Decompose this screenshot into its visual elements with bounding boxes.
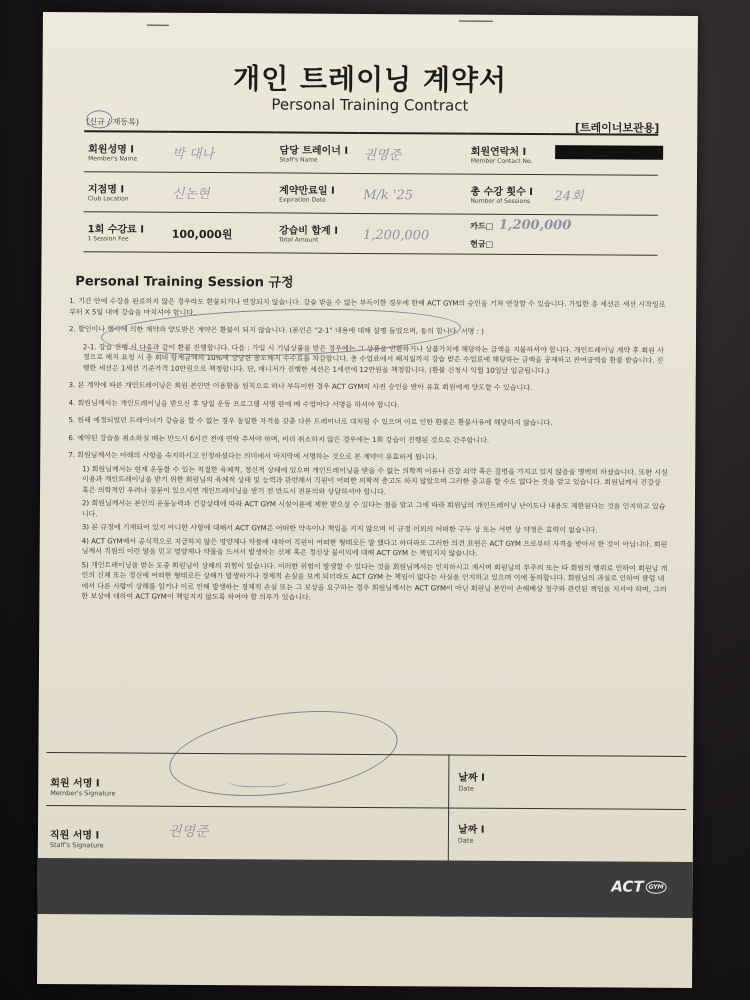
contract-title-en: Personal Training Contract [271, 95, 469, 115]
top-dash-mark [459, 21, 493, 22]
fee-value: 100,000원 [168, 212, 275, 253]
payment-method [466, 214, 658, 255]
new-renewal-tag: (신규 / 재등록) [86, 117, 140, 127]
club-label: 지점명 I Club Location [84, 171, 168, 212]
member-info-table [84, 130, 659, 255]
term-item-2-1: 2-1. 강습 진행 시 다음과 같이 환불 진행합니다. 다음 : 가입 시 기념상품을 받은 경우에는 그 상품을 반환하거나 상품가치에 해당하는 금액을 지불하셔야 합니다. 개인트레이닝 계약 후 회원 사정으로 해지 요청 시 총 회비 합계금액의 10%에 상당한 중도해지 수수료를 차감합니다. 총 수업료에서 해지일까지 강습 받은 수업료에 해당하는 금액을 공제하고 잔여금액을 환불 받습니다. 진행한 세션은 1세션 기준가격 10만원으로 책정합니다. 단, 매니저가 진행한 세션은 1세션에 12만원을 책정합니다. (환불 신청시 익월 10일날 입금됩니다.) [82, 342, 664, 375]
term-item-7-1: 1) 회원님께서는 현재 운동할 수 있는 적절한 육체적, 정신적 상태에 있으며 개인트레이닝을 받을 수 없는 의학적 이유나 건강 쇠약 혹은 질병을 가지고 있지 않음을 명백히 하셨습니다. 또한 시설이용과 개인트레이닝을 받기 위한 회원님의 육체적 상태 및 능력과 관련해서 직원이 어떠한 의학적 충고도 하지 않았으며 그러한 충고를 할 수도 없다는 것을 알고 있습니다. 회원님께서 건강상 혹은 의학적인 우려나 질문이 있으시면 개인트레이닝을 받기 전 반드시 전문의와 상담하셔야 합니다. [82, 464, 668, 496]
contact-label: 회원연락처 I Member Contact No. [467, 134, 551, 175]
term-item-4: 4. 회원님께서는 개인트레이닝을 받으신 후 당일 운동 프로그램 서명 란에 매 수업마다 서명을 하셔야 합니다. [68, 398, 400, 409]
term-item-7-4: 4) ACT GYM에서 공식적으로 지급하지 않은 영양제나 약물에 대하여 직원이 어떠한 형태로든 말 했다고 하더라도 그러한 의견 표현은 ACT GYM 으로부터 자격을 받아서 한 것이 아닙니다. 회원님께서 직원의 이런 말을 믿고 영양제나 약물을 드셔서 발생하는 신체 혹은 정신상 불이익에 대해 ACT GYM 는 책임지지 않습니다. [81, 536, 668, 558]
term-item-6: 6. 예약된 강습을 취소하실 때는 반드시 6시간 전에 연락 주셔야 하며, 미리 취소하지 않은 경우에는 1회 강습이 진행된 것으로 간주합니다. [68, 433, 490, 445]
sessions-value: 24회 [550, 174, 658, 215]
staff-signature-value: 권명준 [167, 823, 209, 841]
staff-signature-label: 직원 서명 I [49, 830, 100, 842]
term-item-7-2: 2) 회원님께서는 본인의 운동능력과 건강상태에 따라 ACT GYM 시설이용에 제한 받으실 수 있다는 점을 알고 그에 따라 회원님의 개인트레이닝 난이도나 내용도 제한된다는 것을 인지하고 있습니다. [81, 499, 666, 518]
card-amount: 1,200,000 [498, 217, 572, 234]
term-item-3: 3. 본 계약에 따른 개인트레이닝은 회원 본인만 이용함을 원칙으로 하나 부득이한 경우 ACT GYM의 사전 승인을 받아 유효 회원에게 양도할 수 있습니다. [68, 381, 533, 393]
signature-block [38, 752, 694, 864]
contact-value-redacted [551, 134, 659, 175]
footer-bar [37, 858, 692, 918]
date-label-1-en: Date [458, 784, 474, 793]
act-gym-logo: ACT GYM [611, 877, 666, 895]
date-label-2: 날짜 I [457, 824, 485, 836]
term-item-7: 7. 회원님께서는 아래의 사항을 숙지하시고 인정하셨다는 의미에서 마지막에 서명하는 것으로 본 계약이 유효하게 됩니다. [68, 451, 438, 462]
term-item-7-5: 5) 개인트레이닝을 받는 도중 회원님이 상해의 위험이 있습니다. 이러한 위험이 발생할 수 있다는 것을 회원님께서는 인지하시고 계시며 회원님의 부주의 또는 타 회원의 행위로 인하여 회원님 개인의 신체 또는 정신에 어떠한 형태로든 상해가 발생하거나 경제적 손실을 보게 되더라도 ACT GYM 는 책임이 없다는 사실을 인지하고 있으며 이에 동의합니다. 회원님의 과실로 인하여 클럽 내에서 다른 사람이 상해를 입거나 이로 인해 발생하는 경제적 손실 또는 그 보상을 요구하는 경우 회원님께서는 ACT GYM이 아닌 회원님 본인이 손해배상 청구와 관련된 책임을 지셔야 하며, 그러한 보상에 대하여 ACT GYM이 책임지지 않도록 하여야 할 의무가 있습니다. [81, 560, 668, 602]
member-signature-label-en: Member's Signature [50, 789, 116, 798]
contract-paper [37, 12, 698, 988]
pen-circle-mark [86, 110, 112, 128]
member-signature-scribble [228, 773, 288, 787]
staff-signature-label-en: Staff's Signature [49, 841, 104, 850]
card-checkbox-label[interactable]: 카드□ [470, 221, 494, 231]
term-item-7-3: 3) 본 규정에 기재되어 있지 아니한 사항에 대해서 ACT GYM은 어떠한 약속이나 책임을 지지 않으며 이 규정 이외의 어떠한 구두 상 또는 서면 상 약정은 효력이 없습니다. [81, 523, 598, 535]
member-name-label: 회원성명 I Member's Name [84, 131, 168, 172]
date-label-2-en: Date [457, 836, 474, 845]
term-item-2: 2. 할인이나 행사에 의한 계약과 양도받은 계약은 환불이 되지 않습니다. (본인은 "2-1" 내용에 대해 설명 들었으며, 동의 합니다. 서명 : ) [69, 325, 484, 336]
total-value: 1,200,000 [359, 213, 466, 254]
member-signature-label: 회원 서명 I [50, 778, 100, 790]
trainer-copy-label: [트레이너보관용] [574, 121, 660, 135]
terms-section-title: Personal Training Session 규정 [75, 274, 294, 291]
date-label-1: 날짜 I [458, 772, 485, 784]
total-label: 강습비 합계 I Total Amount [275, 212, 359, 253]
expiry-value: M/k '25 [359, 173, 466, 214]
top-dash-mark [147, 25, 169, 26]
term-item-5: 5. 원래 예정되었던 트레이너가 강습을 할 수 없는 경우 동일한 자격을 갖춘 다른 트레이너로 대치될 수 있으며 이로 인한 환불은 환불사유에 해당하지 않습니다. [68, 416, 553, 428]
contract-title-ko: 개인 트레이닝 계약서 [233, 62, 508, 97]
member-name-value: 박 대나 [168, 132, 275, 173]
term-item-1: 1. 기간 안에 수강을 완료하지 않은 경우라도 환불되거나 연장되지 않습니다. 강습 받을 수 없는 부득이한 경우에 한해 ACT GYM의 승인을 거쳐 연장할 수 있습니다. 가입한 총 세션은 세션 시작일로 부터 X 5일 내에 강습을 마치셔야 합니다. [69, 297, 666, 317]
cash-checkbox-label[interactable]: 현금□ [470, 239, 494, 249]
club-value: 신논현 [168, 172, 275, 213]
expiry-label: 계약만료일 I Expiration Date [275, 172, 359, 213]
trainer-value: 권명준 [359, 133, 466, 174]
sessions-label: 총 수강 횟수 I Number of Sessions [466, 174, 550, 215]
trainer-label: 담당 트레이너 I Staff's Name [275, 132, 359, 173]
fee-label: 1회 수강료 I 1 Session Fee [84, 211, 168, 252]
